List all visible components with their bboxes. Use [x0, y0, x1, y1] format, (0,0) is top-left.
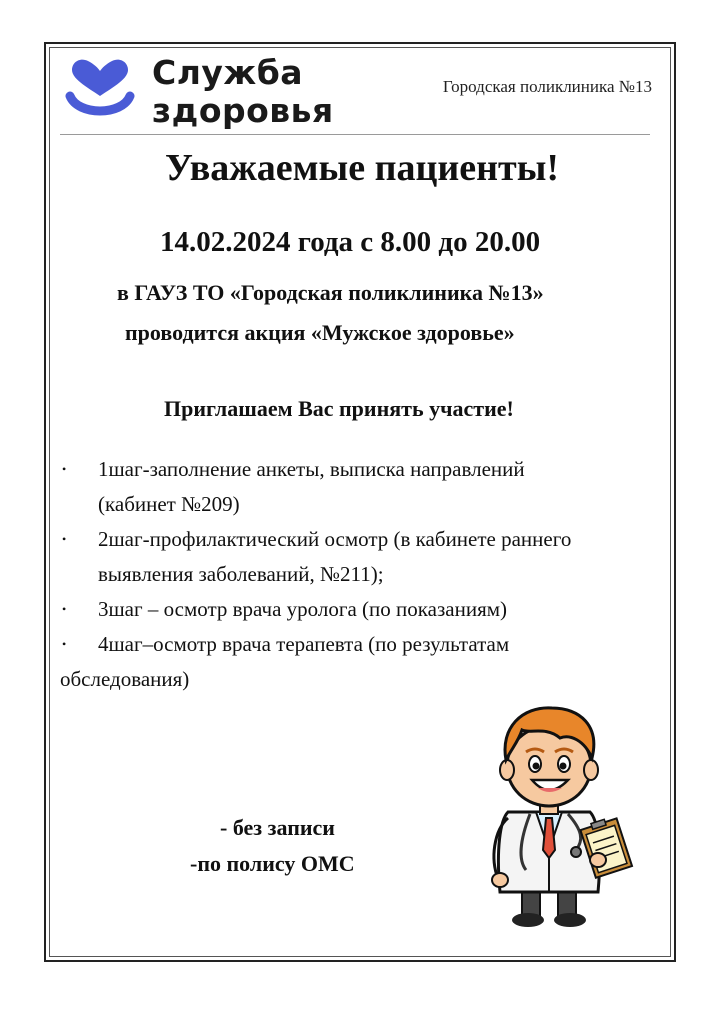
- bullet-icon: •: [62, 602, 67, 616]
- note-oms-policy: -по полису ОМС: [190, 851, 355, 876]
- step-4-line-2: обследования): [60, 667, 190, 691]
- org-name: Городская поликлиника №13: [442, 77, 652, 96]
- event-date-time: 14.02.2024 года с 8.00 до 20.00: [160, 226, 541, 258]
- list-item: [60, 592, 660, 627]
- header-divider: [60, 134, 650, 135]
- logo-line-2: здоровья: [152, 91, 334, 130]
- doctor-illustration: [460, 700, 640, 930]
- notes: [180, 810, 355, 882]
- bullet-icon: •: [62, 462, 67, 476]
- steps-list: [60, 452, 660, 697]
- step-1-line-1: 1шаг-заполнение анкеты, выписка направлений: [98, 457, 525, 481]
- list-item: [60, 522, 660, 592]
- campaign-line: проводится акция «Мужское здоровье»: [125, 320, 515, 345]
- heart-smile-icon: [64, 58, 136, 122]
- page-title: Уважаемые пациенты!: [164, 147, 560, 189]
- service-logo-text: [152, 54, 334, 130]
- clinic-line: в ГАУЗ ТО «Городская поликлиника №13»: [117, 280, 544, 305]
- list-item: [60, 452, 660, 522]
- list-item: [60, 627, 660, 662]
- logo-line-1: Служба: [152, 53, 304, 92]
- note-no-appointment: - без записи: [220, 815, 335, 840]
- step-2-line-2: выявления заболеваний, №211);: [98, 562, 384, 586]
- step-2-line-1: 2шаг-профилактический осмотр (в кабинете раннего: [98, 527, 572, 551]
- bullet-icon: •: [62, 637, 67, 651]
- step-3-line-1: 3шаг – осмотр врача уролога (по показаниям): [98, 597, 508, 621]
- step-4-line-1: 4шаг–осмотр врача терапевта (по результатам: [98, 632, 510, 656]
- bullet-icon: •: [62, 532, 67, 546]
- step-1-line-2: (кабинет №209): [98, 492, 240, 516]
- invitation-text: Приглашаем Вас принять участие!: [164, 396, 514, 421]
